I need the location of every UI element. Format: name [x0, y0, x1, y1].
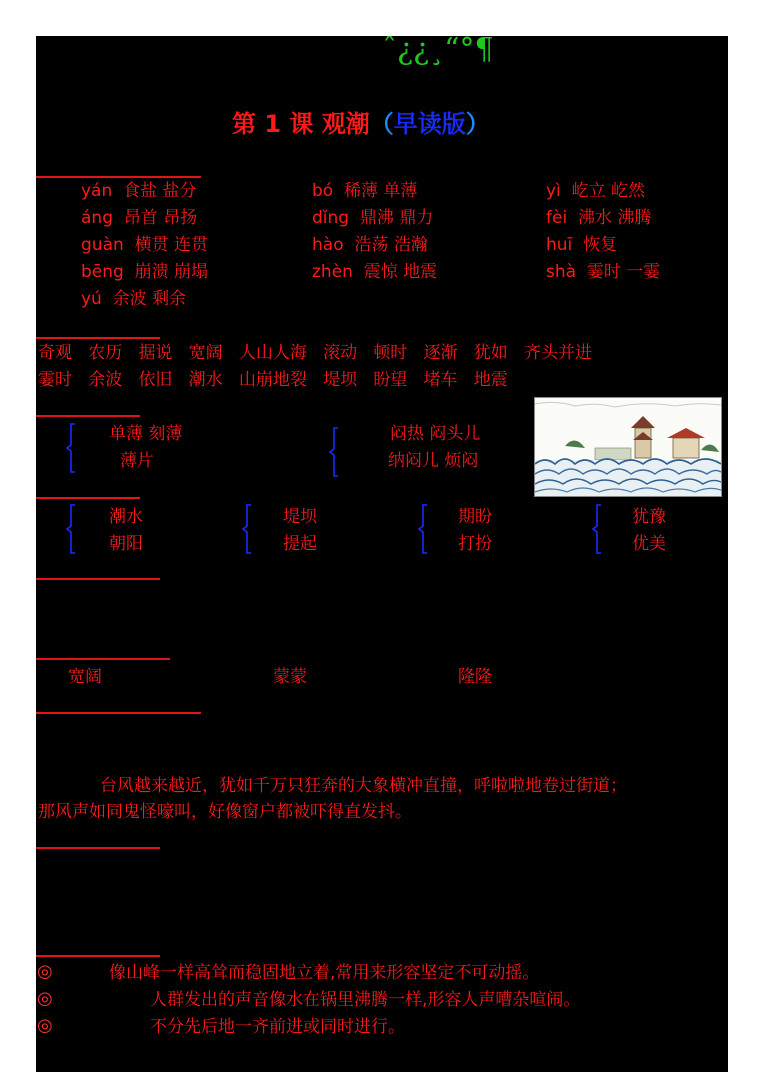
- similar-char-a: 潮水: [109, 507, 143, 527]
- section-divider: [36, 712, 201, 714]
- bracket-icon: [329, 427, 339, 477]
- title-main: 第 1 课 观潮: [232, 110, 370, 138]
- polyphone-group-2-line-2: 纳闷儿 烦闷: [388, 451, 479, 471]
- pinyin-word-item: hào 浩荡 浩瀚: [312, 235, 428, 255]
- vocab-word: 堤坝: [323, 370, 358, 390]
- vocab-word: 霎时: [38, 370, 72, 390]
- title-paren-close: ）: [465, 110, 490, 138]
- polyphone-group-1-line-2: 薄片: [120, 451, 154, 471]
- vocab-word: 滚动: [323, 343, 358, 363]
- pinyin-word-item: zhèn 震惊 地震: [312, 262, 438, 282]
- idiom-explanation: 像山峰一样高耸而稳固地立着,常用来形容坚定不可动摇。: [109, 963, 540, 983]
- pinyin-word-item: yán 食盐 盐分: [81, 181, 197, 201]
- section-divider: [36, 955, 160, 957]
- similar-char-a: 堤坝: [283, 507, 317, 527]
- vocab-word: 农历: [88, 343, 123, 363]
- vocab-row-1: [38, 342, 592, 364]
- pinyin-word-item: huī 恢复: [546, 235, 618, 255]
- page-title: [232, 104, 490, 139]
- tidal-bore-illustration: [534, 397, 722, 497]
- polyphone-group-2-line-1: 闷热 闷头儿: [390, 424, 481, 444]
- title-paren-open: （: [369, 110, 394, 138]
- bracket-icon: [592, 504, 602, 554]
- near-word: 隆隆: [458, 667, 492, 687]
- idiom-explanation: 不分先后地一齐前进或同时进行。: [150, 1017, 405, 1037]
- vocab-word: 堵车: [423, 370, 458, 390]
- pinyin-word-item: fèi 沸水 沸腾: [546, 208, 652, 228]
- pinyin-word-item: áng 昂首 昂扬: [81, 208, 198, 228]
- section-divider: [36, 176, 201, 178]
- vocab-word: 余波: [88, 370, 123, 390]
- similar-char-b: 朝阳: [109, 534, 143, 554]
- pinyin-word-item: guàn 横贯 连贯: [81, 235, 208, 255]
- bracket-icon: [418, 504, 428, 554]
- bullet-icon: ◎: [37, 988, 53, 1009]
- pinyin-word-item: bó 稀薄 单薄: [312, 181, 418, 201]
- document-page: [36, 36, 728, 1072]
- bracket-icon: [66, 423, 76, 473]
- idiom-explanation: 人群发出的声音像水在锅里沸腾一样,形容人声嘈杂喧闹。: [150, 990, 581, 1010]
- vocab-row-2: [38, 369, 508, 391]
- vocab-word: 顿时: [373, 343, 408, 363]
- vocab-word: 逐渐: [423, 343, 458, 363]
- similar-char-b: 优美: [632, 534, 666, 554]
- section-divider: [36, 497, 140, 499]
- section-divider: [36, 578, 160, 580]
- section-divider: [36, 658, 170, 660]
- pinyin-word-item: yú 余波 剩余: [81, 289, 187, 309]
- vocab-word: 潮水: [188, 370, 223, 390]
- vocab-word: 山崩地裂: [238, 370, 307, 390]
- vocab-word: 奇观: [38, 343, 72, 363]
- pinyin-word-grid: [36, 180, 728, 315]
- pinyin-word-item: shà 霎时 一霎: [546, 262, 661, 282]
- section-divider: [36, 415, 140, 417]
- polyphone-group-1-line-1: 单薄 刻薄: [109, 424, 183, 444]
- vocab-word: 依旧: [138, 370, 173, 390]
- garbled-header: ˆ¿¿¸“°¶: [382, 36, 494, 67]
- vocab-word: 犹如: [473, 343, 508, 363]
- vocab-word: 宽阔: [188, 343, 223, 363]
- near-word: 蒙蒙: [273, 667, 307, 687]
- paragraph-line-2: 那风声如同鬼怪嚎叫，好像窗户都被吓得直发抖。: [38, 802, 412, 822]
- section-divider: [36, 337, 160, 339]
- vocab-word: 盼望: [373, 370, 408, 390]
- bracket-icon: [66, 504, 76, 554]
- bullet-icon: ◎: [37, 961, 53, 982]
- similar-char-b: 打扮: [458, 534, 492, 554]
- vocab-word: 据说: [138, 343, 173, 363]
- similar-char-b: 提起: [283, 534, 317, 554]
- pinyin-word-item: yì 屹立 屹然: [546, 181, 646, 201]
- paragraph-line-1: 台风越来越近，犹如千万只狂奔的大象横冲直撞，呼啦啦地卷过街道；: [100, 776, 627, 796]
- bullet-icon: ◎: [37, 1015, 53, 1036]
- bracket-icon: [242, 504, 252, 554]
- pinyin-word-item: bēng 崩溃 崩塌: [81, 262, 209, 282]
- section-divider: [36, 847, 160, 849]
- similar-char-a: 期盼: [458, 507, 492, 527]
- pinyin-word-item: dǐng 鼎沸 鼎力: [312, 208, 434, 228]
- similar-char-a: 犹豫: [632, 507, 666, 527]
- vocab-word: 齐头并进: [523, 343, 592, 363]
- vocab-word: 人山人海: [238, 343, 307, 363]
- title-sub: 早读版: [393, 110, 466, 138]
- vocab-word: 地震: [473, 370, 508, 390]
- near-word: 宽阔: [68, 667, 102, 687]
